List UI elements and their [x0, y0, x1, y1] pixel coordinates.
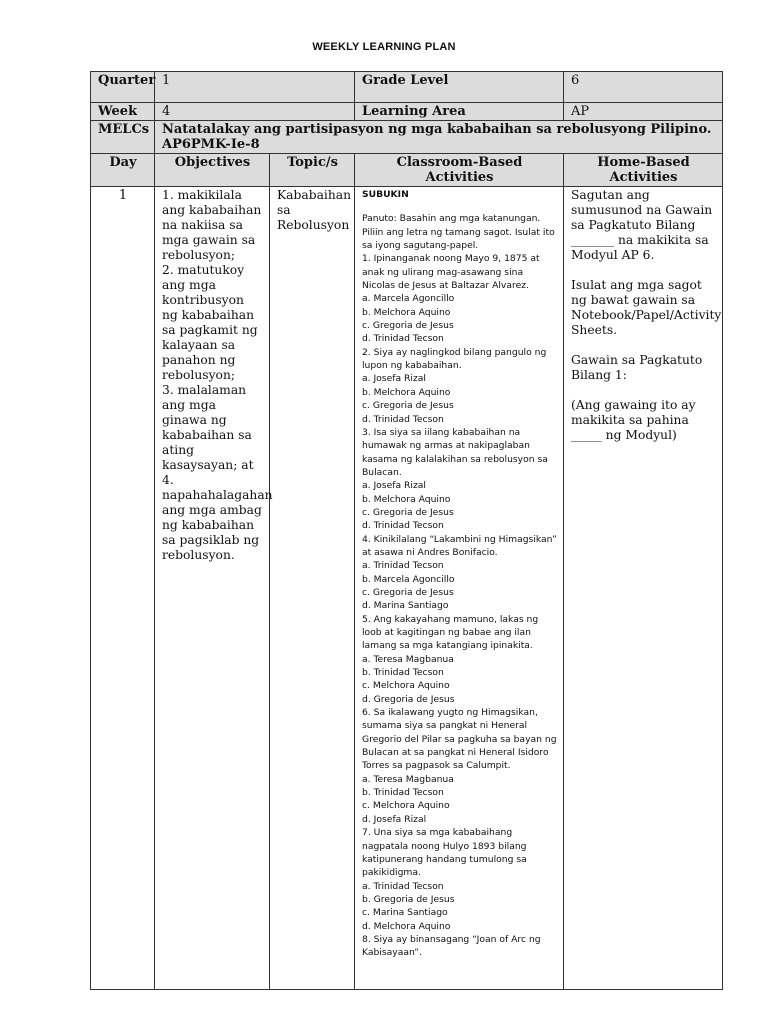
day-number: 1	[91, 187, 155, 990]
classroom-activities	[362, 188, 557, 960]
quiz-choice: a. Josefa Rizal	[362, 480, 426, 492]
quarter-row	[91, 72, 723, 103]
quiz-choice: d. Marina Santiago	[362, 600, 449, 612]
quiz-question: 1. Ipinanganak noong Mayo 9, 1875 at anak ng ulirang mag-asawang sina Nicolas de Jesus at Baltazar Alvarez.	[362, 253, 540, 292]
quarter-label: Quarter	[91, 72, 155, 103]
quiz-choice: a. Teresa Magbanua	[362, 653, 454, 665]
home-activities-cell	[564, 187, 723, 990]
quiz-choice: a. Josefa Rizal	[362, 373, 426, 385]
column-headers-row	[91, 154, 723, 187]
quiz-choice: d. Melchora Aquino	[362, 920, 451, 932]
quiz-choice: d. Trinidad Tecson	[362, 413, 444, 425]
document-title: WEEKLY LEARNING PLAN	[312, 41, 456, 53]
quiz-choice: a. Teresa Magbanua	[362, 773, 454, 785]
header-classroom-activities: Classroom-Based Activities	[355, 154, 564, 187]
melcs-code: AP6PMK-Ie-8	[162, 137, 260, 152]
quiz-choice: c. Gregoria de Jesus	[362, 400, 454, 412]
melcs-label: MELCs	[91, 121, 155, 154]
melcs-text: Natatalakay ang partisipasyon ng mga kababaihan sa rebolusyong Pilipino.	[162, 122, 712, 137]
learning-area-label: Learning Area	[355, 103, 564, 121]
quiz-choice: c. Gregoria de Jesus	[362, 586, 454, 598]
quiz-question: 2. Siya ay naglingkod bilang pangulo ng lupon ng kababaihan.	[362, 346, 547, 372]
week-row	[91, 103, 723, 121]
quiz-choice: b. Melchora Aquino	[362, 493, 451, 505]
quiz-choice: d. Trinidad Tecson	[362, 520, 444, 532]
topic-cell	[270, 187, 355, 990]
objectives-cell	[155, 187, 273, 990]
weekly-plan-table	[90, 71, 723, 990]
quiz-choice: c. Gregoria de Jesus	[362, 320, 454, 332]
instructions-text: Panuto: Basahin ang mga katanungan. Piliin ang letra ng tamang sagot. Isulat ito sa iyong sagutang-papel.	[362, 213, 555, 252]
quiz-question: 6. Sa ikalawang yugto ng Himagsikan, sumama siya sa pangkat ni Heneral Gregorio del Pilar sa pagkuha sa bayan ng Bulacan at sa pangkat ni Heneral Isidoro Torres sa pagpasok sa Calumpit.	[362, 707, 557, 772]
quiz-choice: c. Melchora Aquino	[362, 680, 450, 692]
classroom-activities-cell	[355, 187, 564, 990]
quiz-choice: d. Josefa Rizal	[362, 813, 427, 825]
quiz-items-list	[362, 252, 557, 959]
quiz-choice: b. Trinidad Tecson	[362, 787, 444, 799]
home-activities	[571, 188, 722, 443]
subukin-label: SUBUKIN	[362, 189, 409, 200]
quiz-choice: a. Marcela Agoncillo	[362, 293, 455, 305]
header-day: Day	[91, 154, 155, 187]
quiz-question: 5. Ang kakayahang mamuno, lakas ng loob at kagitingan ng babae ang ilan lamang sa mga katangiang ipinakita.	[362, 613, 539, 652]
quiz-choice: c. Melchora Aquino	[362, 800, 450, 812]
home-instruction-3: Gawain sa Pagkatuto Bilang 1:	[571, 353, 703, 382]
quiz-choice: a. Trinidad Tecson	[362, 560, 444, 572]
quiz-choice: a. Trinidad Tecson	[362, 880, 444, 892]
quiz-choice: d. Trinidad Tecson	[362, 333, 444, 345]
day-1-row	[91, 187, 723, 990]
quiz-question: 3. Isa siya sa iilang kababaihan na humawak ng armas at nakipaglaban kasama ng kalalakihan sa rebolusyon sa Bulacan.	[362, 426, 548, 478]
quiz-choice: b. Trinidad Tecson	[362, 667, 444, 679]
quiz-choice: c. Marina Santiago	[362, 907, 448, 919]
quiz-choice: b. Marcela Agoncillo	[362, 573, 455, 585]
quiz-question: 4. Kinikilalang “Lakambini ng Himagsikan” at asawa ni Andres Bonifacio.	[362, 533, 557, 558]
grade-level-label: Grade Level	[355, 72, 564, 103]
header-topics: Topic/s	[270, 154, 355, 187]
quiz-question: 7. Una siya sa mga kababaihang nagpatala noong Hulyo 1893 bilang katipunerang handang tumulong sa pakikidigma.	[362, 827, 527, 879]
home-instruction-4: (Ang gawaing ito ay makikita sa pahina _____ ng Modyul)	[571, 398, 696, 442]
quiz-choice: d. Gregoria de Jesus	[362, 693, 455, 705]
melcs-row	[91, 121, 723, 154]
quiz-choice: b. Melchora Aquino	[362, 386, 451, 398]
quiz-choice: b. Melchora Aquino	[362, 306, 451, 318]
topic-text: Kababaihan sa Rebolusyon	[277, 188, 352, 232]
week-value: 4	[155, 103, 355, 121]
home-instruction-1: Sagutan ang sumusunod na Gawain sa Pagkatuto Bilang _______ na makikita sa Modyul AP 6.	[571, 188, 713, 262]
grade-level-value: 6	[564, 72, 723, 103]
quiz-choice: b. Gregoria de Jesus	[362, 893, 455, 905]
quiz-choice: c. Gregoria de Jesus	[362, 506, 454, 518]
home-instruction-2: Isulat ang mga sagot ng bawat gawain sa Notebook/Papel/Activity Sheets.	[571, 278, 722, 337]
week-label: Week	[91, 103, 155, 121]
quarter-value: 1	[155, 72, 355, 103]
learning-area-value: AP	[564, 103, 723, 121]
header-home-activities: Home-Based Activities	[564, 154, 723, 187]
quiz-question: 8. Siya ay binansagang “Joan of Arc ng Kabisayaan”.	[362, 933, 541, 959]
header-objectives: Objectives	[155, 154, 270, 187]
melcs-content	[155, 121, 723, 154]
objectives-text: 1. makikilala ang kababaihan na nakiisa sa mga gawain sa rebolusyon; 2. matutukoy ang mga kontribusyon ng kababaihan sa pagkamit ng kalayaan sa panahon ng rebolusyon; 3. malalaman ang mga ginawa ng kababaihan sa ating kasaysayan; at 4. napahahalagahan ang mga ambag ng kababaihan sa pagsiklab ng rebolusyon.	[162, 188, 273, 562]
